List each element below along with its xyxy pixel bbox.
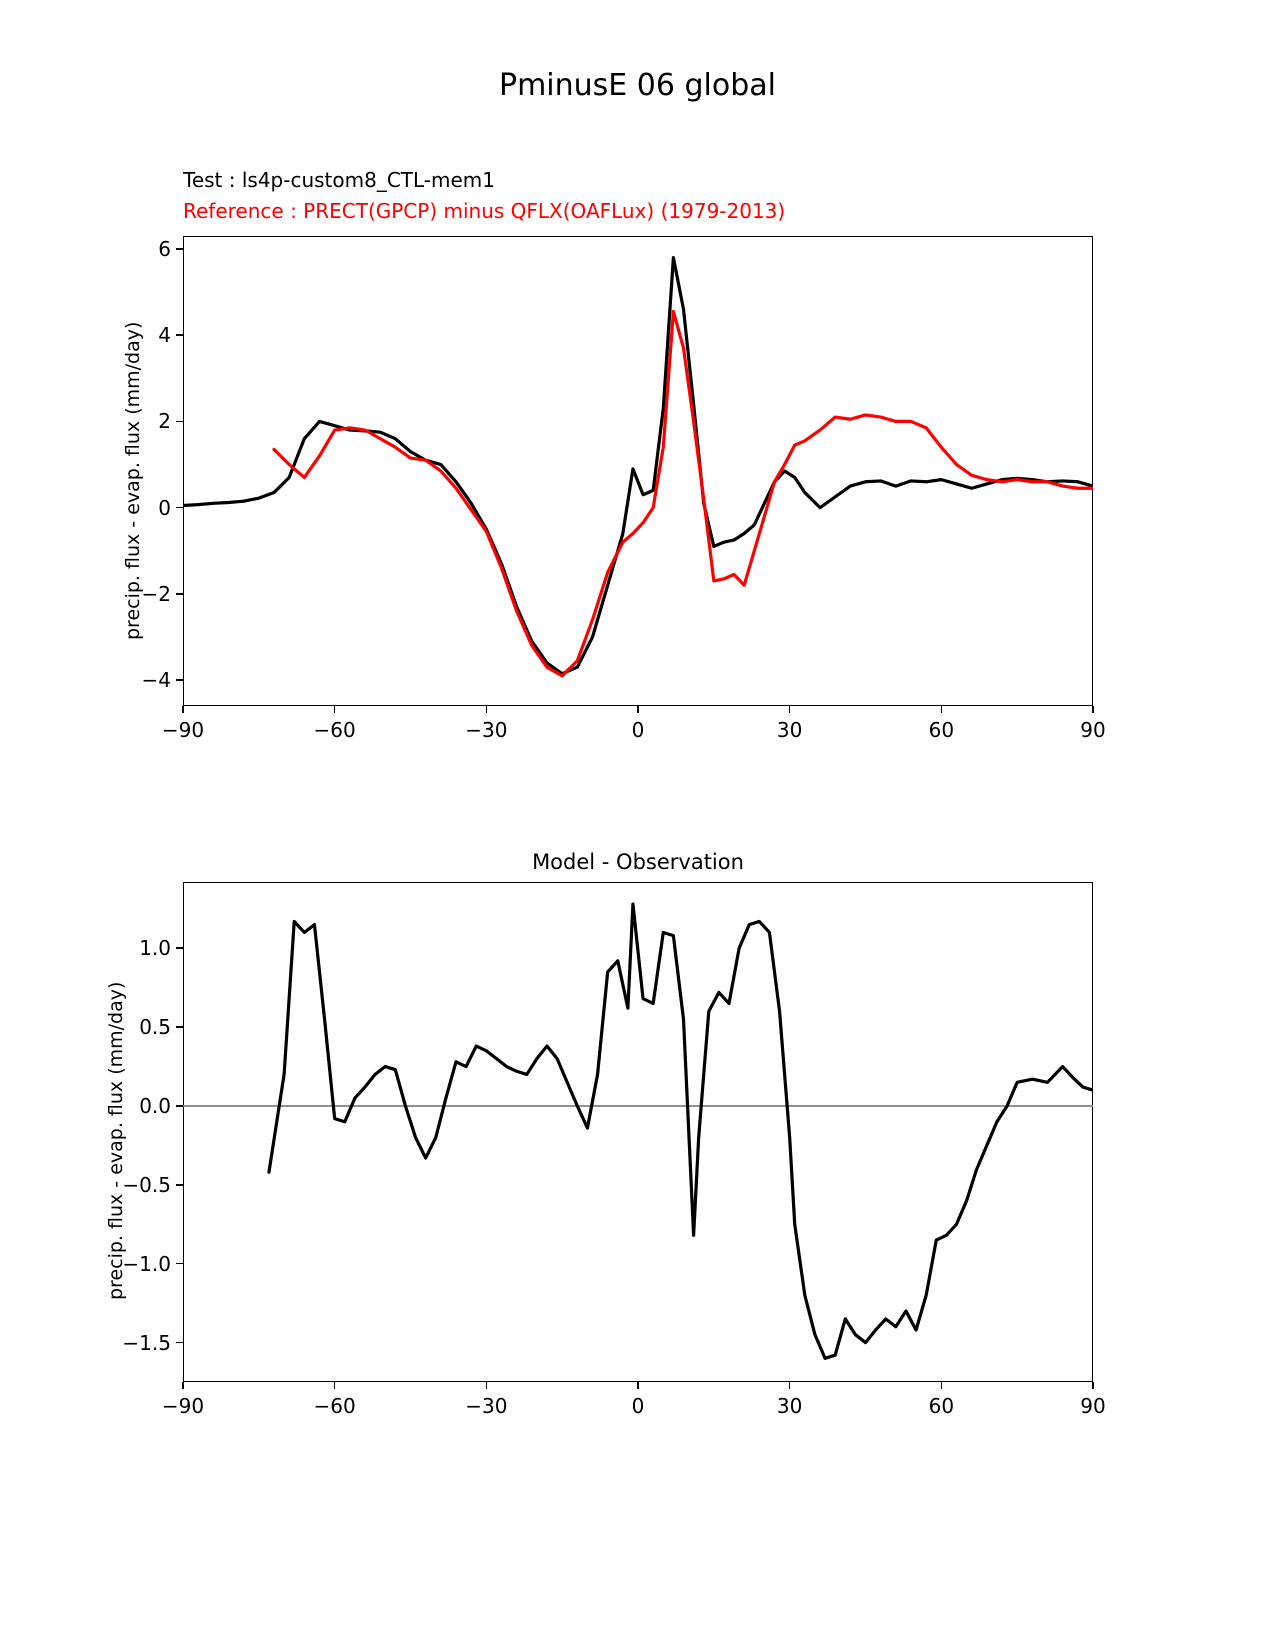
annotation-test-label: Test : ls4p-custom8_CTL-mem1	[183, 168, 496, 192]
panel2-title: Model - Observation	[532, 850, 744, 874]
x-tick-label: −60	[313, 718, 356, 742]
y-tick-label: −0.5	[122, 1172, 171, 1197]
x-tick-mark	[789, 706, 791, 713]
panel1-plot-area	[183, 236, 1093, 706]
data-series-line-0	[269, 904, 1093, 1358]
y-tick-mark	[176, 248, 183, 250]
panel2-plot-area	[183, 882, 1093, 1382]
y-tick-label: 0.5	[139, 1015, 171, 1040]
y-tick-mark	[176, 679, 183, 681]
y-tick-mark	[176, 421, 183, 423]
x-tick-label: 60	[928, 718, 955, 742]
y-tick-mark	[176, 1105, 183, 1107]
x-tick-label: 90	[1080, 718, 1106, 742]
y-tick-label: −4	[141, 668, 171, 693]
x-tick-mark	[182, 706, 184, 713]
y-tick-label: 0	[158, 495, 171, 520]
y-tick-label: −1.5	[122, 1330, 171, 1355]
y-tick-mark	[176, 1026, 183, 1028]
x-tick-label: 60	[928, 1394, 955, 1418]
y-tick-mark	[176, 593, 183, 595]
x-tick-mark	[789, 1382, 791, 1389]
y-tick-label: −1.0	[122, 1251, 171, 1276]
y-tick-mark	[176, 1263, 183, 1265]
x-tick-mark	[637, 1382, 639, 1389]
y-tick-label: 1.0	[139, 936, 171, 961]
y-tick-label: −2	[141, 581, 171, 606]
x-tick-mark	[941, 706, 943, 713]
y-tick-mark	[176, 1342, 183, 1344]
x-tick-label: −90	[161, 718, 205, 742]
x-tick-mark	[334, 1382, 336, 1389]
x-tick-label: 30	[776, 1394, 803, 1418]
x-tick-mark	[486, 706, 488, 713]
x-tick-label: 0	[631, 1394, 645, 1418]
y-tick-label: 6	[158, 236, 171, 261]
y-tick-label: 2	[158, 409, 171, 434]
panel-difference-plot	[183, 882, 1093, 1382]
y-tick-mark	[176, 1184, 183, 1186]
x-tick-label: 90	[1080, 1394, 1106, 1418]
x-tick-label: 0	[631, 718, 645, 742]
x-tick-mark	[941, 1382, 943, 1389]
x-tick-label: 30	[776, 718, 803, 742]
y-tick-label: 4	[158, 323, 171, 348]
x-tick-label: −90	[161, 1394, 205, 1418]
y-tick-mark	[176, 507, 183, 509]
x-tick-mark	[1092, 1382, 1094, 1389]
figure-title: PminusE 06 global	[498, 68, 776, 103]
panel1-y-axis-label: precip. flux - evap. flux (mm/day)	[122, 321, 144, 640]
x-tick-mark	[334, 706, 336, 713]
panel-comparison-plot	[183, 236, 1093, 706]
annotation-reference-label: Reference : PRECT(GPCP) minus QFLX(OAFLux) (1979-2013)	[183, 199, 786, 223]
x-tick-mark	[1092, 706, 1094, 713]
x-tick-label: −60	[313, 1394, 356, 1418]
panel2-y-axis-label: precip. flux - evap. flux (mm/day)	[105, 981, 127, 1300]
y-tick-label: 0.0	[139, 1093, 171, 1118]
x-tick-mark	[182, 1382, 184, 1389]
x-tick-mark	[486, 1382, 488, 1389]
x-tick-label: −30	[465, 1394, 508, 1418]
data-series-line-1	[274, 311, 1093, 675]
y-tick-mark	[176, 334, 183, 336]
x-tick-mark	[637, 706, 639, 713]
y-tick-mark	[176, 947, 183, 949]
x-tick-label: −30	[465, 718, 508, 742]
